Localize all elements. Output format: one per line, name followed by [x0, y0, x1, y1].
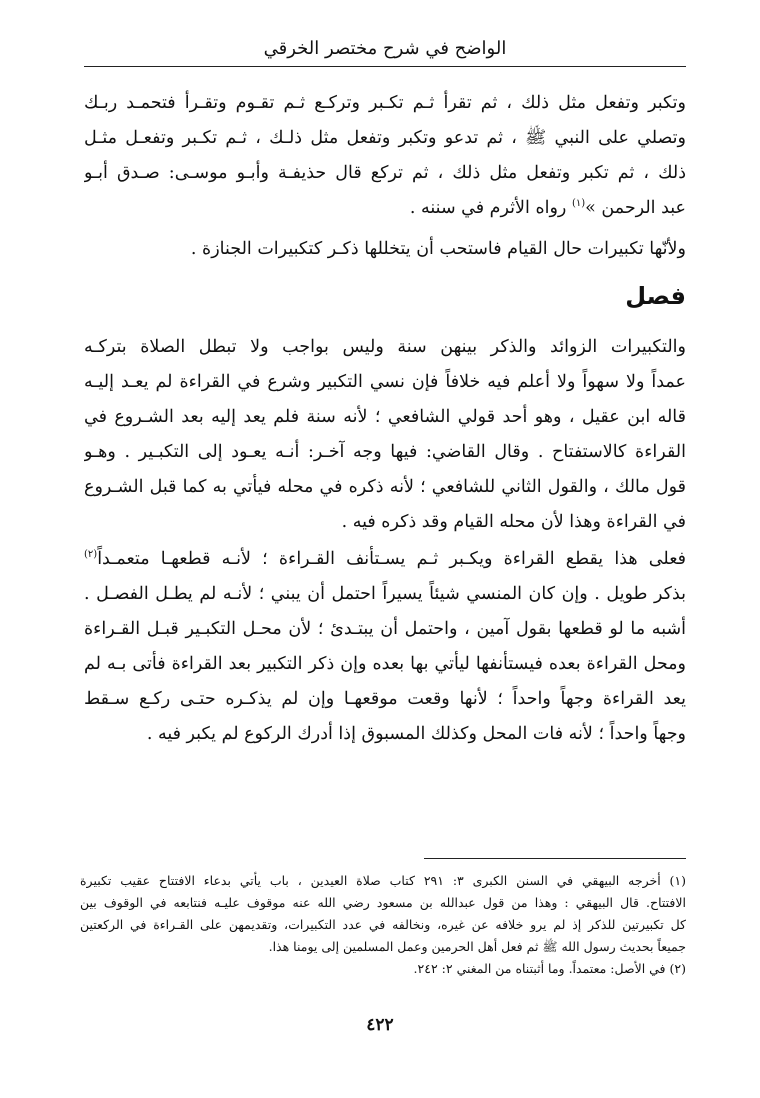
- footnote-ref-1[interactable]: (١): [571, 198, 586, 210]
- footnote-line: جميعاً بحديث رسول الله ﷺ ثم فعل أهل الحرمين وعمل المسلمين إلى يومنا هذا.: [268, 939, 686, 954]
- text-line: [84, 191, 686, 226]
- text-line: وجهاً واحداً ؛ لأنه فات المحل وكذلك المسبوق إذا أدرك الركوع لم يكبر فيه .: [146, 724, 686, 744]
- text-line: قول مالك ، والقول الثاني للشافعي ؛ لأنه ذكره في محله فيأتي به كما قبل الشـروع: [84, 477, 686, 497]
- footnote-line: الافتتاح. قال البيهقي : وهذا من قول عبدالله بن مسعود رضي الله عنه موقوف عليـه فنتابعه في الوقوف بين: [80, 895, 686, 910]
- footnotes: [80, 870, 686, 980]
- footnote-divider: [424, 858, 686, 859]
- header-divider: [84, 66, 686, 67]
- text-line: ولأنّها تكبيرات حال القيام فاستحب أن يتخللها ذكـر كتكبيرات الجنازة .: [190, 239, 686, 259]
- text-segment: فعلى هذا يقطع القراءة ويكـبر ثـم يسـتأنف القـراءة ؛ لأنـه قطعهـا متعمـداً: [97, 549, 686, 569]
- text-line: وتكبر وتفعل مثل ذلك ، ثم تقرأ ثـم تكـبر وتركـع ثـم تقـوم وتقـرأ فتحمـد ربـك: [84, 93, 686, 113]
- text-line: يعد القراءة وجهاً واحداً ؛ لأنها وقعت موقعهـا وإن لم يذكـره حتـى ركـع سـقط: [84, 689, 686, 709]
- footnote-line: (٢) في الأصل: معتمداً. وما أثبتناه من المغني ٢: ٢٤٢.: [413, 961, 686, 976]
- text-line: بذكر طويل . وإن كان المنسي شيئاً يسيراً احتمل أن يبني ؛ لأنـه لم يطـل الفصـل .: [84, 584, 686, 604]
- text-line: قاله ابن عقيل ، وهو أحد قولي الشافعي ؛ لأنه سنة فلم يعد إليه بعد الشـروع في: [84, 407, 686, 427]
- text-line: ذلك ، ثم تكبر وتفعل مثل ذلك ، ثم تركع قال حذيفـة وأبـو موسـى: صـدق أبـو: [84, 163, 686, 183]
- text-line: القراءة كالاستفتاح . وقال القاضي: فيها وجه آخـر: أنـه يعـود إلى التكبـير . وهـو: [84, 442, 686, 462]
- page-number: ٤٢٢: [366, 1015, 394, 1035]
- running-header: الواضح في شرح مختصر الخرقي: [263, 38, 507, 59]
- text-line: [84, 542, 686, 577]
- text-line: في القراءة وهذا لأن محله القيام وقد ذكره فيه .: [341, 512, 686, 532]
- text-line: والتكبيرات الزوائد والذكر بينهن سنة وليس بواجب ولا تبطل الصلاة بتركـه: [84, 337, 686, 357]
- footnote-ref-2[interactable]: (٢): [84, 549, 98, 561]
- text-segment: عبد الرحمن »: [585, 198, 686, 218]
- paragraph-1: [84, 86, 686, 226]
- text-line: وتصلي على النبي ﷺ ، ثم تدعو وتكبر وتفعل مثل ذلـك ، ثـم تكـبر وتفعـل مثـل: [84, 128, 686, 148]
- paragraph-4: [84, 542, 686, 752]
- text-line: أشبه ما لو قطعها بقول آمين ، واحتمل أن يبتـدئ ؛ لأن محـل التكبـير قبـل القـراءة: [84, 619, 686, 639]
- text-segment: رواه الأثرم في سننه .: [409, 198, 572, 218]
- text-line: عمداً ولا سهواً ولا أعلم فيه خلافاً فإن نسي التكبير وشرع في القراءة لم يعـد إليـه: [84, 372, 686, 392]
- section-heading: فصل: [625, 282, 686, 310]
- text-line: ومحل القراءة بعده فيستأنفها ليأتي بها بعده وإن ذكر التكبير بعد القراءة فأتى بـه لم: [84, 654, 686, 674]
- paragraph-3: [84, 330, 686, 540]
- paragraph-2: [84, 232, 686, 267]
- footnote-line: كل تكبيرتين للذكر إذ لم يرو خلافه عن غيره، ونخالفه في عدد التكبيرات، وتقديمهن على القـراءة في الركعتين: [80, 917, 686, 932]
- footnote-line: (١) أخرجه البيهقي في السنن الكبرى ٣: ٢٩١ كتاب صلاة العيدين ، باب يأتي بدعاء الافتتاح عقيب تكبيرة: [80, 873, 686, 888]
